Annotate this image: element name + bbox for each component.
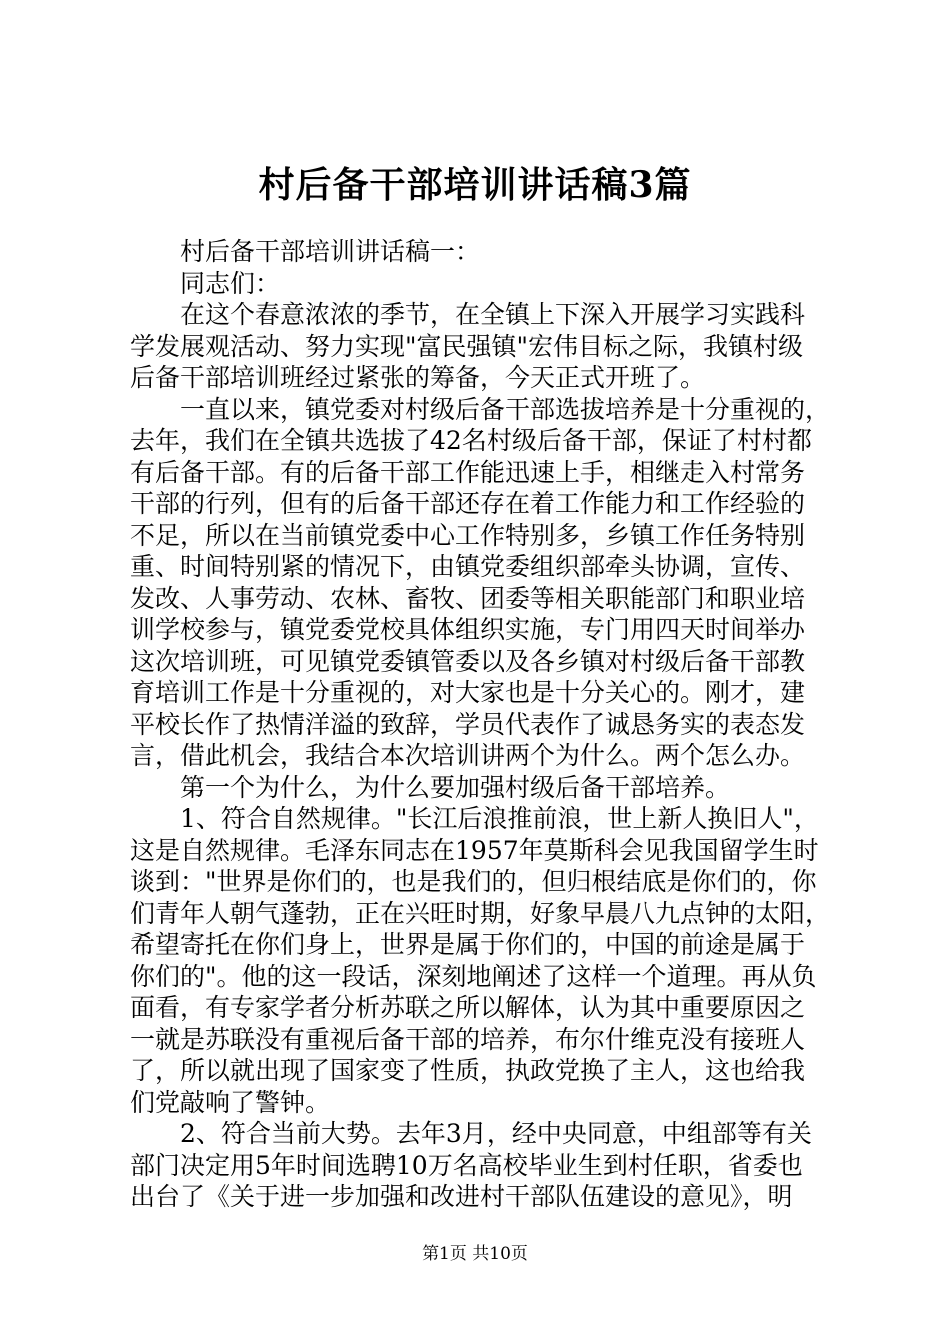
paragraph-line: 2、符合当前大势。去年3月，经中央同意，中组部等有关: [180, 1119, 812, 1148]
paragraph-line: 1、符合自然规律。"长江后浪推前浪，世上新人换旧人"，: [180, 804, 819, 833]
paragraph-line: 你们的"。他的这一段话，深刻地阐述了这样一个道理。再从负: [130, 961, 817, 991]
paragraph-line: 部门决定用5年时间选聘10万名高校毕业生到村任职，省委也: [130, 1150, 803, 1180]
paragraph-line: 育培训工作是十分重视的，对大家也是十分关心的。刚才，建: [130, 678, 806, 707]
paragraph-line: 第一个为什么，为什么要加强村级后备干部培养。: [180, 772, 731, 802]
paragraph-line: 一就是苏联没有重视后备干部的培养，布尔什维克没有接班人: [130, 1024, 806, 1054]
paragraph-line: 面看，有专家学者分析苏联之所以解体，认为其中重要原因之: [130, 993, 806, 1022]
paragraph-line: 村后备干部培训讲话稿一：: [180, 237, 481, 266]
paragraph-line: 学发展观活动、努力实现"富民强镇"宏伟目标之际，我镇村级: [130, 331, 804, 361]
paragraph-line: 们青年人朝气蓬勃，正在兴旺时期，好象早晨八九点钟的太阳，: [130, 898, 830, 928]
paragraph-line: 希望寄托在你们身上，世界是属于你们的，中国的前途是属于: [130, 930, 806, 959]
paragraph-line: 在这个春意浓浓的季节，在全镇上下深入开展学习实践科: [180, 300, 806, 329]
paragraph-line: 一直以来，镇党委对村级后备干部选拔培养是十分重视的，: [180, 394, 830, 424]
paragraph-line: 们党敲响了警钟。: [130, 1087, 331, 1117]
paragraph-line: 有后备干部。有的后备干部工作能迅速上手，相继走入村常务: [130, 457, 806, 487]
paragraph-line: 发改、人事劳动、农林、畜牧、团委等相关职能部门和职业培: [130, 583, 806, 613]
paragraph-line: 训学校参与，镇党委党校具体组织实施，专门用四天时间举办: [130, 615, 806, 644]
paragraph-line: 谈到："世界是你们的，也是我们的，但归根结底是你们的，你: [130, 867, 817, 896]
paragraph-line: 言，借此机会，我结合本次培训讲两个为什么。两个怎么办。: [130, 741, 806, 770]
paragraph-line: 不足，所以在当前镇党委中心工作特别多，乡镇工作任务特别: [130, 520, 806, 550]
paragraph-line: 这次培训班，可见镇党委镇管委以及各乡镇对村级后备干部教: [130, 646, 806, 676]
paragraph-line: 平校长作了热情洋溢的致辞，学员代表作了诚恳务实的表态发: [130, 709, 806, 739]
document-body: [130, 236, 830, 1213]
paragraph-line: 了，所以就出现了国家变了性质，执政党换了主人，这也给我: [130, 1056, 806, 1085]
paragraph-line: 去年，我们在全镇共选拔了42名村级后备干部，保证了村村都: [130, 426, 812, 455]
paragraph-line: 出台了《关于进一步加强和改进村干部队伍建设的意见》，明: [130, 1182, 793, 1211]
paragraph-line: 同志们：: [180, 268, 281, 298]
paragraph-line: 后备干部培训班经过紧张的筹备，今天正式开班了。: [130, 363, 706, 392]
document-title: 村后备干部培训讲话稿3篇: [258, 164, 692, 206]
paragraph-line: 干部的行列，但有的后备干部还存在着工作能力和工作经验的: [130, 489, 806, 518]
paragraph-line: 重、时间特别紧的情况下，由镇党委组织部牵头协调，宣传、: [130, 552, 806, 581]
page-footer: 第1页 共10页: [422, 1244, 528, 1264]
paragraph-line: 这是自然规律。毛泽东同志在1957年莫斯科会见我国留学生时: [130, 835, 819, 865]
